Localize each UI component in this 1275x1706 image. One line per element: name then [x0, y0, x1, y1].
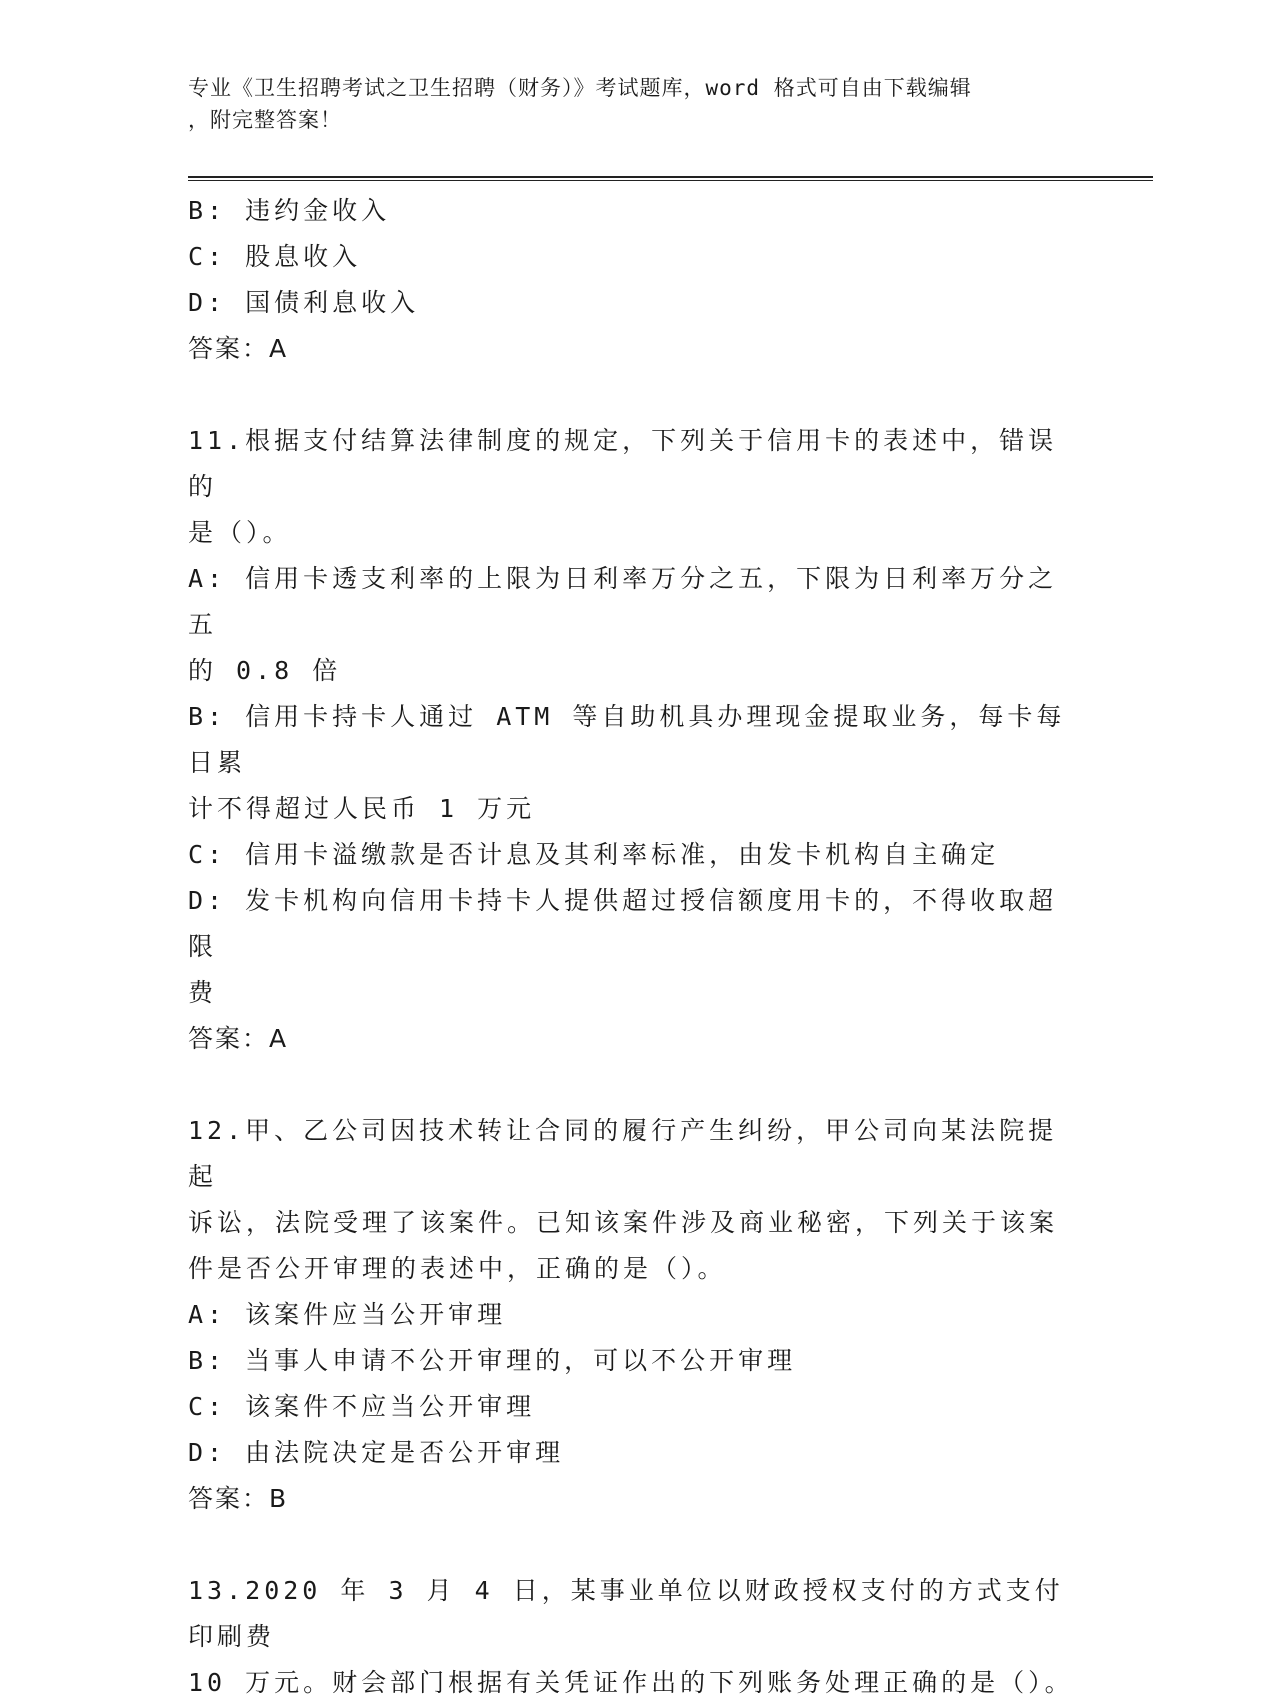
option-b: B: 违约金收入 [188, 196, 391, 225]
question-stem-line: 是（）。 [188, 518, 292, 547]
header-line-2: ，附完整答案！ [188, 108, 342, 132]
option-a: A: 该案件应当公开审理 [188, 1300, 507, 1329]
option-d: D: 发卡机构向信用卡持卡人提供超过授信额度用卡的，不得收取超限 [188, 886, 1058, 961]
option-c: C: 该案件不应当公开审理 [188, 1392, 536, 1421]
question-stem-line: 件是否公开审理的表述中，正确的是（）。 [188, 1254, 727, 1283]
header-rule-thick [188, 176, 1153, 178]
question-11 [188, 418, 1078, 1062]
question-stem-line: 12.甲、乙公司因技术转让合同的履行产生纠纷，甲公司向某法院提起 [188, 1116, 1058, 1191]
option-c: C: 信用卡溢缴款是否计息及其利率标准，由发卡机构自主确定 [188, 840, 1000, 869]
question-stem-line: 13.2020 年 3 月 4 日，某事业单位以财政授权支付的方式支付印刷费 [188, 1576, 1064, 1651]
header-line-1: 专业《卫生招聘考试之卫生招聘（财务）》考试题库，word 格式可自由下载编辑 [188, 76, 972, 100]
document-header [188, 72, 1068, 136]
question-13 [188, 1568, 1078, 1706]
answer-line: 答案：A [188, 334, 289, 363]
question-list [188, 188, 1078, 1706]
question-10 [188, 188, 1078, 372]
option-a-cont: 的 0.8 倍 [188, 656, 342, 685]
option-a: A: 信用卡透支利率的上限为日利率万分之五，下限为日利率万分之五 [188, 564, 1058, 639]
answer-line: 答案：A [188, 1024, 289, 1053]
option-d: D: 国债利息收入 [188, 288, 420, 317]
option-b-cont: 计不得超过人民币 1 万元 [188, 794, 536, 823]
question-stem-line: 11.根据支付结算法律制度的规定，下列关于信用卡的表述中，错误的 [188, 426, 1058, 501]
option-b: B: 当事人申请不公开审理的，可以不公开审理 [188, 1346, 797, 1375]
option-c: C: 股息收入 [188, 242, 362, 271]
question-stem-line: 诉讼，法院受理了该案件。已知该案件涉及商业秘密，下列关于该案 [188, 1208, 1059, 1237]
option-d-cont: 费 [188, 978, 218, 1007]
option-b: B: 信用卡持卡人通过 ATM 等自助机具办理现金提取业务，每卡每日累 [188, 702, 1066, 777]
question-stem-line: 10 万元。财会部门根据有关凭证作出的下列账务处理正确的是（）。 [188, 1668, 1074, 1697]
option-d: D: 由法院决定是否公开审理 [188, 1438, 565, 1467]
answer-line: 答案：B [188, 1484, 289, 1513]
question-12 [188, 1108, 1078, 1522]
header-rule-thin [188, 180, 1153, 181]
